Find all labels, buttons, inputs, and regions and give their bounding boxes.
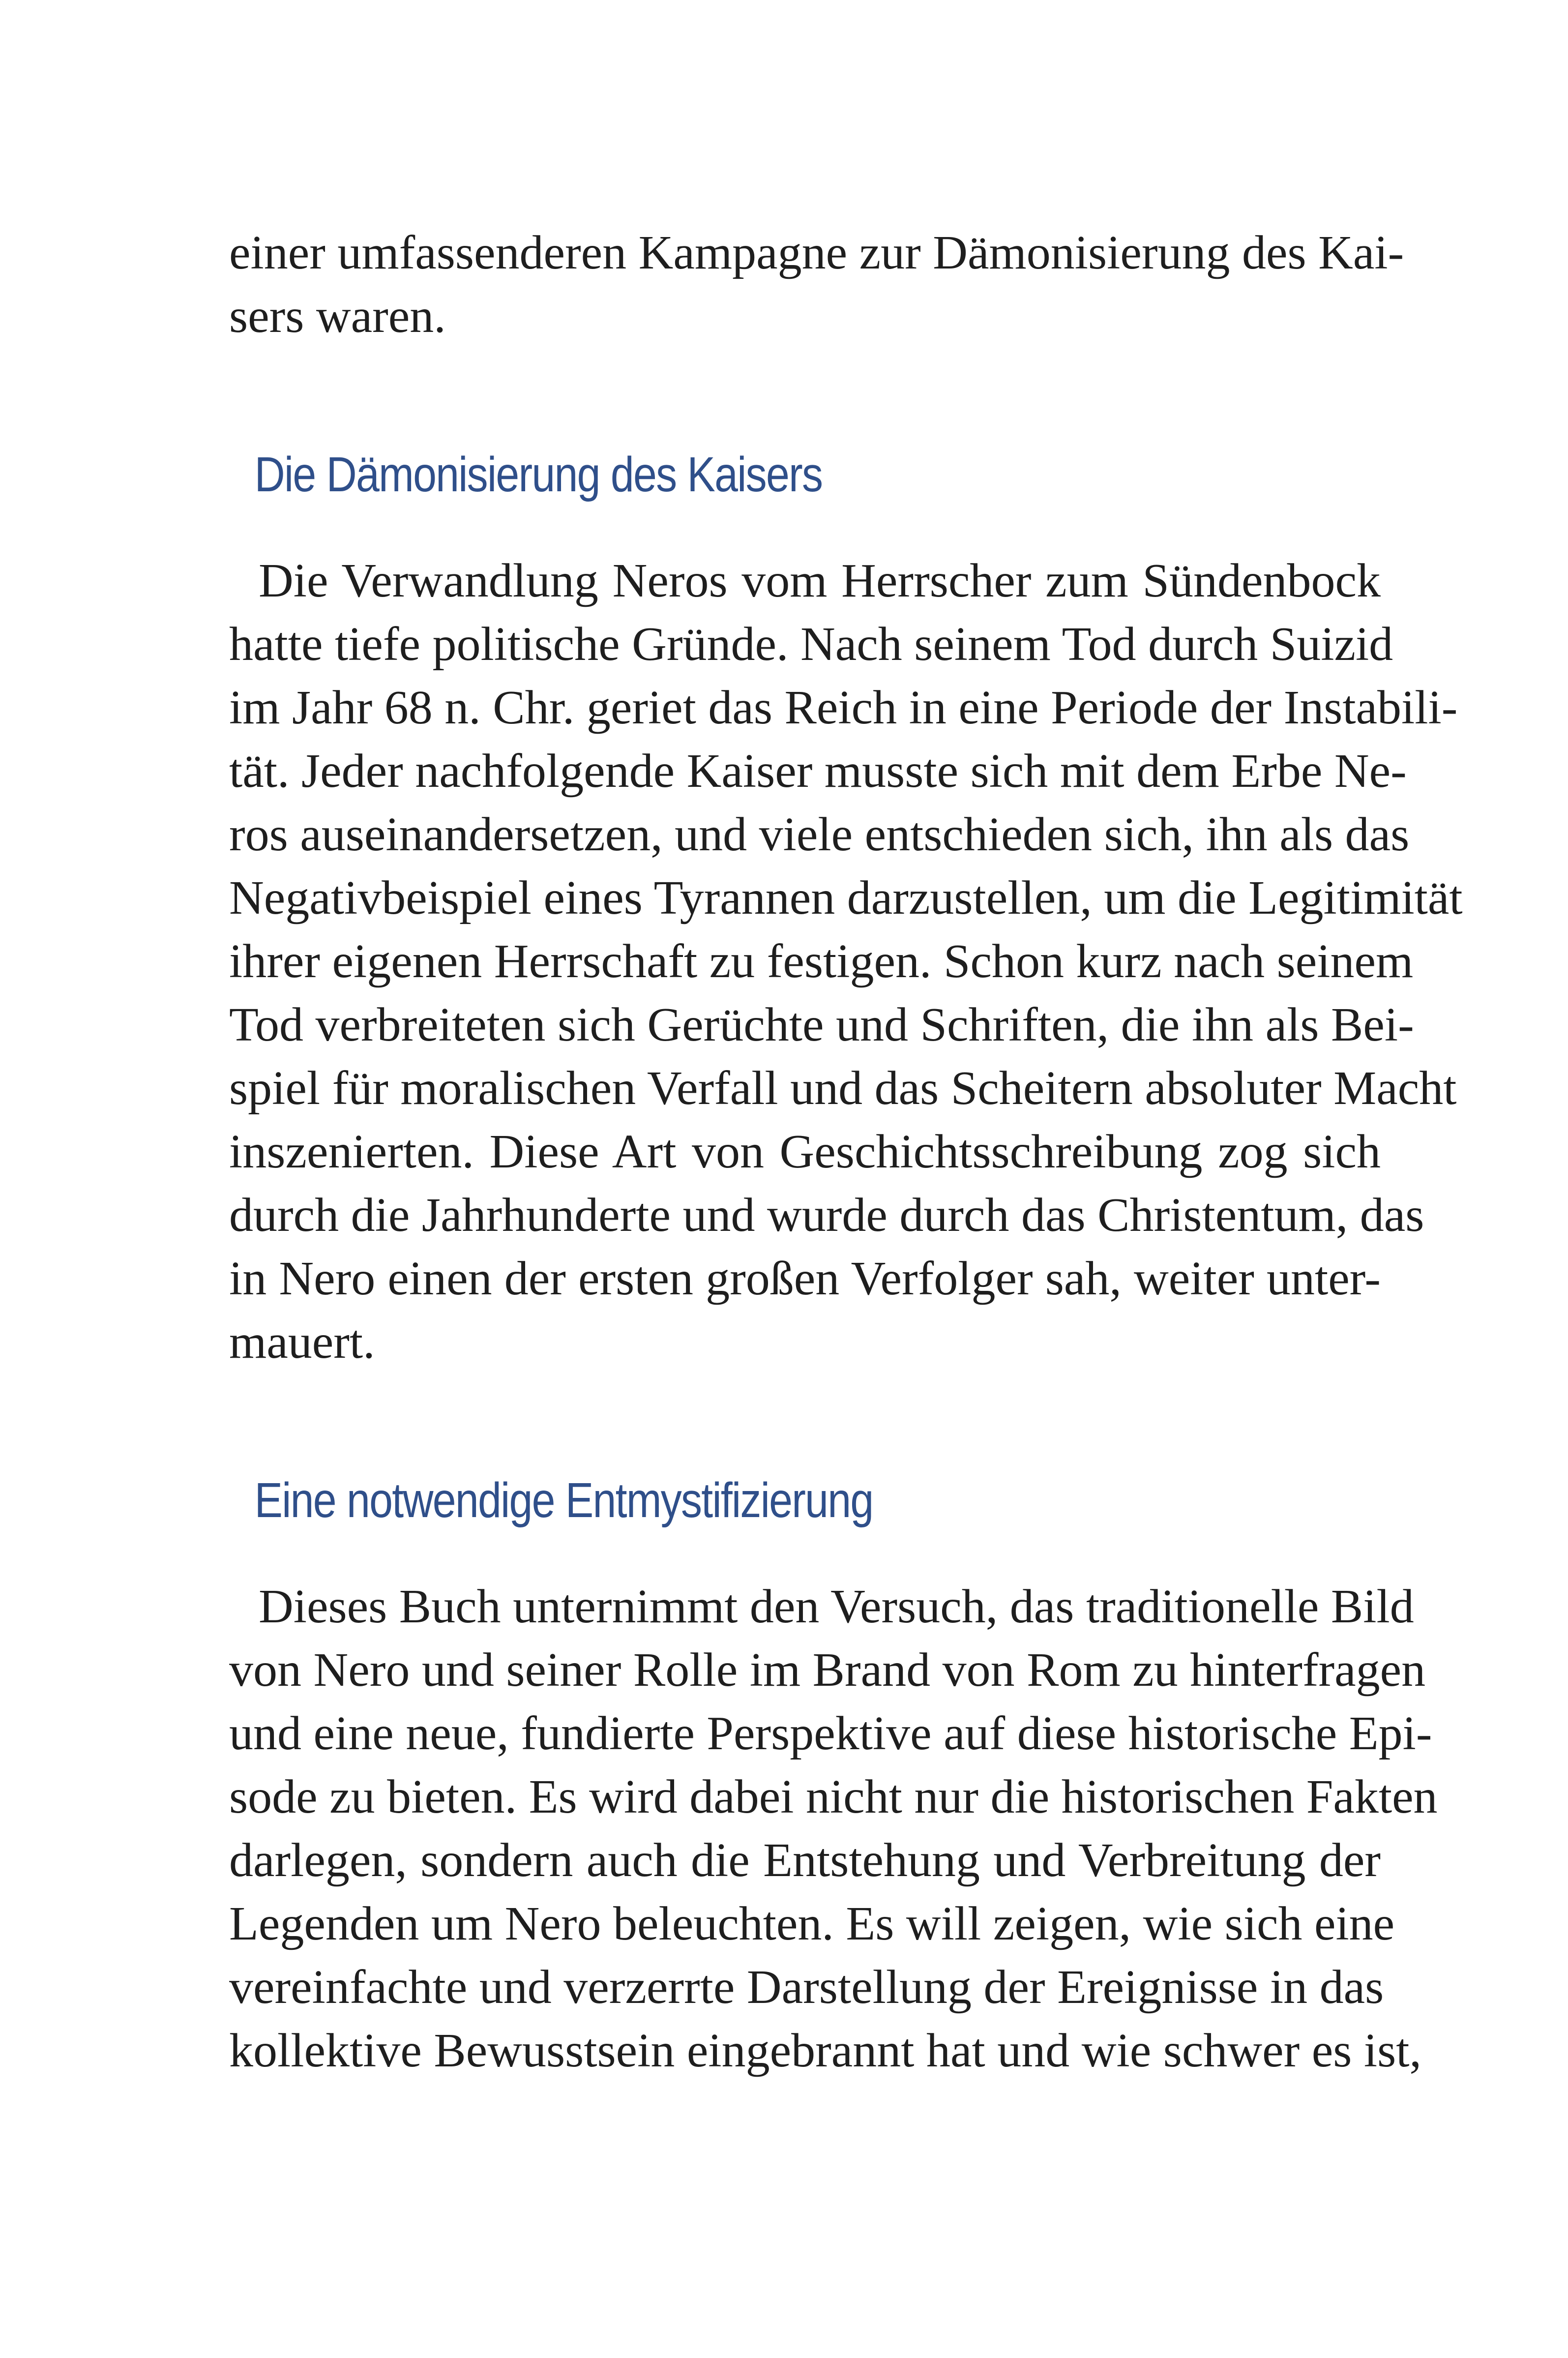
- paragraph-daemonisierung: [229, 549, 1463, 1374]
- section-heading-entmystifizierung: Eine notwendige Entmystifizierung: [254, 1473, 873, 1528]
- text-line: hatte tiefe politische Gründe. Nach seinem Tod durch Suizid: [229, 618, 1393, 671]
- text-line: Dieses Buch unternimmt den Versuch, das traditionelle Bild: [259, 1580, 1414, 1633]
- text-line: vereinfachte und verzerrte Darstellung der Ereignisse in das: [229, 1961, 1384, 2014]
- text-line: tät. Jeder nachfolgende Kaiser musste sich mit dem Erbe Ne-: [229, 745, 1407, 798]
- text-line: darlegen, sondern auch die Entstehung und Verbreitung der: [229, 1834, 1381, 1887]
- text-line: kollektive Bewusstsein eingebrannt hat und wie schwer es ist,: [229, 2024, 1421, 2077]
- text-line: Negativbeispiel eines Tyrannen darzustellen, um die Legitimität: [229, 871, 1463, 925]
- text-line: inszenierten. Diese Art von Geschichtsschreibung zog sich: [229, 1125, 1381, 1178]
- paragraph-entmystifizierung: [229, 1575, 1438, 2083]
- section-heading-daemonisierung: Die Dämonisierung des Kaisers: [254, 447, 823, 502]
- text-line: Die Verwandlung Neros vom Herrscher zum Sündenbock: [259, 554, 1381, 607]
- text-line: Tod verbreiteten sich Gerüchte und Schriften, die ihn als Bei-: [229, 998, 1414, 1051]
- text-line: ros auseinandersetzen, und viele entschieden sich, ihn als das: [229, 808, 1410, 861]
- text-line: ihrer eigenen Herrschaft zu festigen. Schon kurz nach seinem: [229, 935, 1414, 988]
- text-line: in Nero einen der ersten großen Verfolger sah, weiter unter-: [229, 1252, 1381, 1305]
- text-line: und eine neue, fundierte Perspektive auf diese historische Epi-: [229, 1707, 1432, 1760]
- text-line: durch die Jahrhunderte und wurde durch das Christentum, das: [229, 1189, 1424, 1242]
- text-line: einer umfassenderen Kampagne zur Dämonisierung des Kai-: [229, 226, 1404, 279]
- paragraph-continuation: [229, 221, 1404, 348]
- text-line: sers waren.: [229, 290, 446, 343]
- text-line: mauert.: [229, 1315, 375, 1369]
- text-line: Legenden um Nero beleuchten. Es will zeigen, wie sich eine: [229, 1897, 1395, 1950]
- text-line: sode zu bieten. Es wird dabei nicht nur die historischen Fakten: [229, 1770, 1438, 1823]
- text-line: von Nero und seiner Rolle im Brand von Rom zu hinterfragen: [229, 1643, 1426, 1697]
- text-line: spiel für moralischen Verfall und das Scheitern absoluter Macht: [229, 1062, 1457, 1115]
- text-column: [229, 221, 1463, 2083]
- text-line: im Jahr 68 n. Chr. geriet das Reich in eine Periode der Instabili-: [229, 681, 1458, 734]
